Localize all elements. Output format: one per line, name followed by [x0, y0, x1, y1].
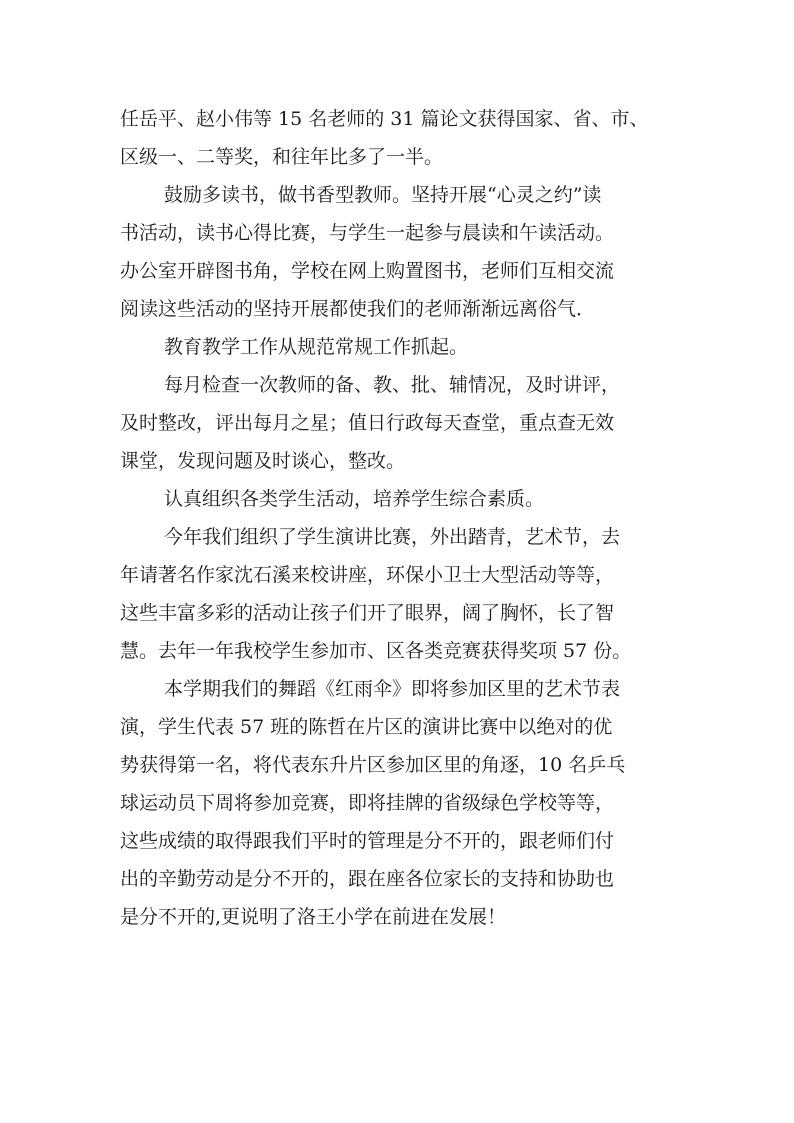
text-line: 演，学生代表 57 班的陈哲在片区的演讲比赛中以绝对的优	[120, 716, 613, 738]
text-line: 书活动，读书心得比赛，与学生一起参与晨读和午读活动。	[120, 222, 615, 244]
text-line: 区级一、二等奖，和往年比多了一半。	[120, 146, 444, 168]
text-line: 及时整改，评出每月之星；值日行政每天查堂，重点查无效	[120, 412, 615, 434]
text-line: 球运动员下周将参加竞赛，即将挂牌的省级绿色学校等等，	[120, 792, 615, 814]
text-line: 出的辛勤劳动是分不开的，跟在座各位家长的支持和协助也	[120, 868, 615, 890]
text-line: 课堂，发现问题及时谈心，整改。	[120, 450, 406, 472]
text-line: 这些成绩的取得跟我们平时的管理是分不开的，跟老师们付	[120, 830, 615, 852]
text-line: 认真组织各类学生活动，培养学生综合素质。	[164, 488, 545, 510]
text-line: 每月检查一次教师的备、教、批、辅情况，及时讲评，	[164, 374, 621, 396]
text-line: 今年我们组织了学生演讲比赛，外出踏青，艺术节，去	[164, 526, 621, 548]
text-line: 这些丰富多彩的活动让孩子们开了眼界，阔了胸怀，长了智	[120, 602, 615, 624]
text-line: 教育教学工作从规范常规工作抓起。	[164, 336, 469, 358]
text-line: 慧。去年一年我校学生参加市、区各类竞赛获得奖项 57 份。	[120, 640, 632, 662]
text-line: 任岳平、赵小伟等 15 名老师的 31 篇论文获得国家、省、市、	[120, 108, 649, 130]
text-line: 是分不开的,更说明了洛王小学在前进在发展！	[120, 906, 507, 928]
document-body	[120, 100, 700, 936]
text-line: 鼓励多读书，做书香型教师。坚持开展“心灵之约”读	[164, 184, 602, 206]
text-line: 本学期我们的舞蹈《红雨伞》即将参加区里的艺术节表	[164, 678, 621, 700]
text-line: 阅读这些活动的坚持开展都使我们的老师渐渐远离俗气．	[120, 298, 596, 320]
text-line: 势获得第一名，将代表东升片区参加区里的角逐，10 名乒乓	[120, 754, 626, 776]
text-line: 年请著名作家沈石溪来校讲座，环保小卫士大型活动等等，	[120, 564, 615, 586]
text-line: 办公室开辟图书角，学校在网上购置图书，老师们互相交流	[120, 260, 615, 282]
